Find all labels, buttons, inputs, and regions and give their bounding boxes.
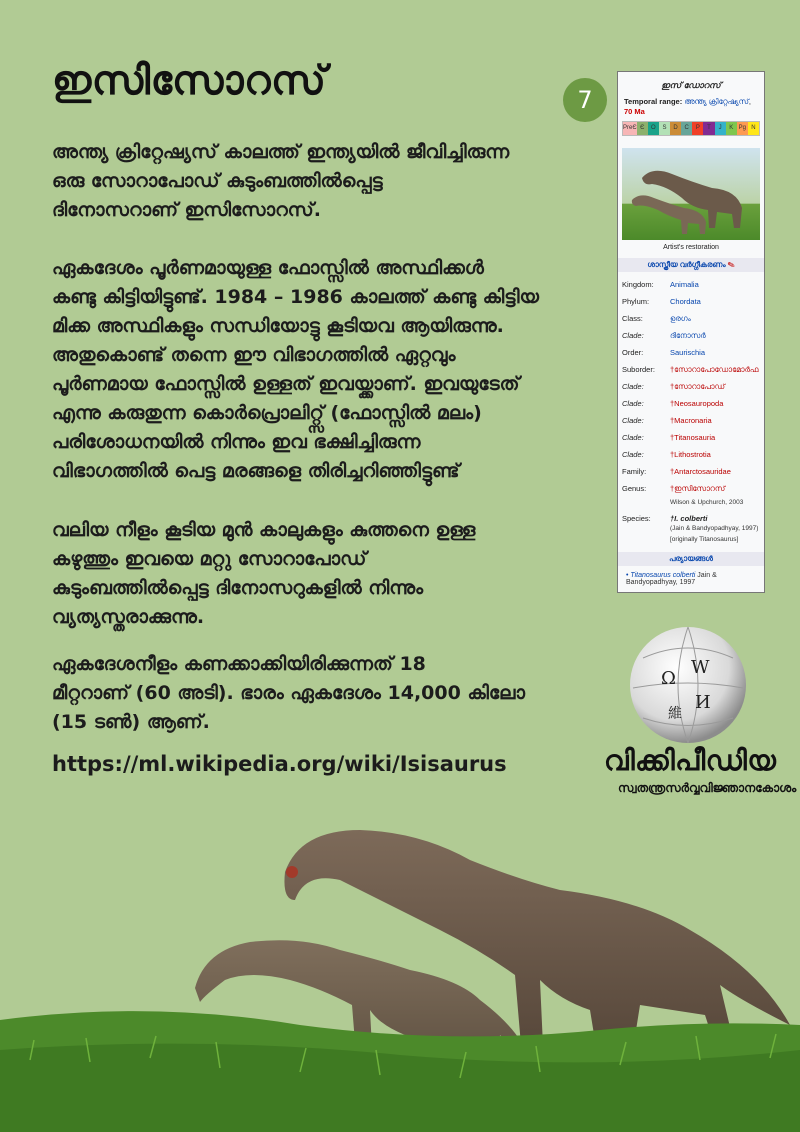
paragraph-fossils xyxy=(52,254,592,486)
rank-value[interactable]: †Macronaria xyxy=(670,416,712,425)
paragraph-line: (15 ടൺ) ആണ്. xyxy=(52,711,210,733)
globe-glyph-i: И xyxy=(695,692,711,713)
classification-header-label: ശാസ്ത്രീയ വർഗ്ഗീകരണം xyxy=(647,260,726,269)
paragraph-line: കഴുത്തും ഇവയെ മറ്റു സോറാപോഡ് xyxy=(52,548,367,570)
taxobox-title: ഇസ് ഡോറസ് xyxy=(661,80,721,90)
rank-label: Clade: xyxy=(622,382,644,391)
genus-authority: Wilson & Upchurch, 2003 xyxy=(670,499,744,506)
geologic-timeline xyxy=(622,121,760,136)
paragraph-line: അതുകൊണ്ട് തന്നെ ഈ വിഭാഗത്തിൽ ഏറ്റവും xyxy=(52,344,456,366)
paragraph-line: ഒരു സോറാപോഡ് കുടുംബത്തിൽപ്പെട്ട xyxy=(52,170,383,192)
classification-row xyxy=(622,463,760,480)
classification-header xyxy=(618,258,764,272)
globe-glyph-wei: 維 xyxy=(668,706,682,722)
classification-row xyxy=(622,412,760,429)
classification-row xyxy=(622,344,760,361)
large-sauropod-head-marking xyxy=(286,866,298,878)
sauropod-thumbnail-icon xyxy=(622,148,760,240)
wikipedia-globe-icon xyxy=(623,618,753,748)
wikipedia-wordmark: വിക്കിപീഡിയ xyxy=(604,744,777,777)
wikipedia-tagline: സ്വതന്ത്രസർവ്വവിജ്ഞാനകോശം xyxy=(618,781,797,795)
species-value: †I. colberti xyxy=(670,514,708,523)
rank-label: Phylum: xyxy=(622,297,650,306)
paragraph-line: കുടുംബത്തിൽപ്പെട്ട ദിനോസറുകളിൽ നിന്നും xyxy=(52,577,424,599)
classification-row xyxy=(622,429,760,446)
rank-label: Suborder: xyxy=(622,365,655,374)
species-original: [originally Titanosaurus] xyxy=(670,536,739,543)
temporal-range: Temporal range: അന്ത്യ ക്രിറ്റേഷ്യസ്, 70 Ma xyxy=(624,97,752,116)
paragraph-line: പരിശോധനയിൽ നിന്നും ഇവ ഭക്ഷിച്ചിരുന്ന xyxy=(52,431,421,453)
edit-pencil-icon[interactable]: ✎ xyxy=(727,260,735,269)
rank-value[interactable]: †Neosauropoda xyxy=(670,399,724,408)
rank-value[interactable]: †Titanosauria xyxy=(670,433,716,442)
classification-row xyxy=(622,310,760,327)
timeline-period[interactable]: C xyxy=(681,122,692,135)
paragraph-line: വ്യത്യസ്തരാക്കുന്നു. xyxy=(52,606,205,628)
paragraph-line: കണ്ടു കിട്ടിയിട്ടുണ്ട്. 1984 – 1986 കാലത്ത് കണ്ടു കിട്ടിയ xyxy=(52,286,539,308)
classification-row xyxy=(622,327,760,344)
rank-value[interactable]: Animalia xyxy=(670,280,699,289)
rank-value[interactable]: Saurischia xyxy=(670,348,706,357)
synonyms-header: പര്യായങ്ങൾ xyxy=(618,552,764,566)
rank-value[interactable]: †സോറാപോഡ് xyxy=(670,381,725,391)
paragraph-intro xyxy=(52,138,592,225)
paragraph-line: ഏകദേശം പൂർണമായുള്ള ഫോസ്സിൽ അസ്ഥിക്കൾ xyxy=(52,257,484,279)
timeline-period[interactable]: T xyxy=(703,122,714,135)
timeline-period[interactable]: Є xyxy=(637,122,648,135)
paragraph-features xyxy=(52,516,592,632)
rank-label: Clade: xyxy=(622,450,644,459)
synonym-name[interactable]: Titanosaurus colberti xyxy=(630,572,696,579)
synonym-authority: Jain & Bandyopadhyay, 1997 xyxy=(626,572,717,586)
classification-rows xyxy=(622,276,760,497)
rank-value[interactable]: ഉരഗം xyxy=(670,313,691,323)
paragraph-line: പൂർണമായ ഫോസ്സിൽ ഉള്ളത് ഇവയ്ക്കാണ്. ഇവയുടേത് xyxy=(52,373,520,395)
range-value[interactable]: അന്ത്യ ക്രിറ്റേഷ്യസ് xyxy=(684,97,749,106)
species-row xyxy=(622,514,760,523)
synonym-entry: • Titanosaurus colberti Jain & Bandyopadhyay, 1997 xyxy=(626,572,717,586)
rank-value[interactable]: ദിനോസർ xyxy=(670,330,706,340)
timeline-period[interactable]: D xyxy=(670,122,681,135)
rank-label: Kingdom: xyxy=(622,280,654,289)
page-title: ഇസിസോറസ് xyxy=(52,58,327,104)
rank-value[interactable]: †ഇസിസോറസ് xyxy=(670,483,726,493)
rank-value[interactable]: †Antarctosauridae xyxy=(670,467,731,476)
timeline-period[interactable]: O xyxy=(648,122,659,135)
classification-row xyxy=(622,446,760,463)
paragraph-line: എന്നു കരുതുന്ന കൊർപ്രൊലിറ്റ്സ് (ഫോസ്സിൽ മലം) xyxy=(52,402,482,424)
dinosaur-scene-illustration xyxy=(0,810,800,1132)
species-authority: (Jain & Bandyopadhyay, 1997) xyxy=(670,525,759,532)
rank-label: Family: xyxy=(622,467,647,476)
paragraph-line: ഏകദേശനീളം കണക്കാക്കിയിരിക്കുന്നത് 18 xyxy=(52,653,426,675)
paragraph-line: ദിനോസറാണ് ഇസിസോറസ്. xyxy=(52,199,321,221)
wikipedia-link[interactable]: https://ml.wikipedia.org/wiki/Isisaurus xyxy=(52,752,507,776)
timeline-period[interactable]: N xyxy=(748,122,759,135)
timeline-period[interactable]: Pg xyxy=(737,122,748,135)
range-ma: 70 Ma xyxy=(624,107,645,116)
classification-row xyxy=(622,480,760,497)
paragraph-line: അന്ത്യ ക്രിറ്റേഷ്യസ് കാലത്ത് ഇന്ത്യയിൽ ജീവിച്ചിരുന്ന xyxy=(52,141,510,163)
classification-row xyxy=(622,378,760,395)
species-label: Species: xyxy=(622,514,651,523)
timeline-period[interactable]: P xyxy=(692,122,703,135)
paragraph-size xyxy=(52,650,592,737)
classification-row xyxy=(622,361,760,378)
rank-label: Clade: xyxy=(622,331,644,340)
taxobox xyxy=(617,71,765,593)
rank-value[interactable]: †Lithostrotia xyxy=(670,450,711,459)
restoration-image[interactable] xyxy=(622,148,760,240)
paragraph-line: വലിയ നീളം കൂടിയ മുൻ കാലുകളും കുത്തനെ ഉള്ള xyxy=(52,519,476,541)
rank-label: Class: xyxy=(622,314,643,323)
classification-row xyxy=(622,293,760,310)
page-number-badge: 7 xyxy=(563,78,607,122)
timeline-period[interactable]: S xyxy=(659,122,670,135)
rank-label: Clade: xyxy=(622,416,644,425)
classification-row xyxy=(622,276,760,293)
timeline-period[interactable]: PreЄ xyxy=(623,122,637,135)
rank-label: Order: xyxy=(622,348,644,357)
globe-glyph-omega: Ω xyxy=(661,668,676,689)
paragraph-line: വിഭാഗത്തിൽ പെട്ട മരങ്ങളെ തിരിച്ചറിഞ്ഞിട്ടുണ്ട് xyxy=(52,460,460,482)
paragraph-line: മീറ്ററാണ് (60 അടി). ഭാരം ഏകദേശം 14,000 കിലോ xyxy=(52,682,525,704)
rank-label: Clade: xyxy=(622,433,644,442)
rank-label: Genus: xyxy=(622,484,647,493)
rank-value[interactable]: †സോറാപോഡോമോർഫ xyxy=(670,364,759,374)
rank-value[interactable]: Chordata xyxy=(670,297,701,306)
classification-row xyxy=(622,395,760,412)
paragraph-line: മിക്ക അസ്ഥികളും സന്ധിയോട്ടു കൂടിയവ ആയിരുന്നു. xyxy=(52,315,504,337)
timeline-period[interactable]: J xyxy=(715,122,726,135)
range-label: Temporal range: xyxy=(624,97,683,106)
globe-glyph-w: W xyxy=(691,657,710,678)
rank-label: Clade: xyxy=(622,399,644,408)
timeline-period[interactable]: K xyxy=(726,122,737,135)
image-caption: Artist's restoration xyxy=(663,244,719,251)
